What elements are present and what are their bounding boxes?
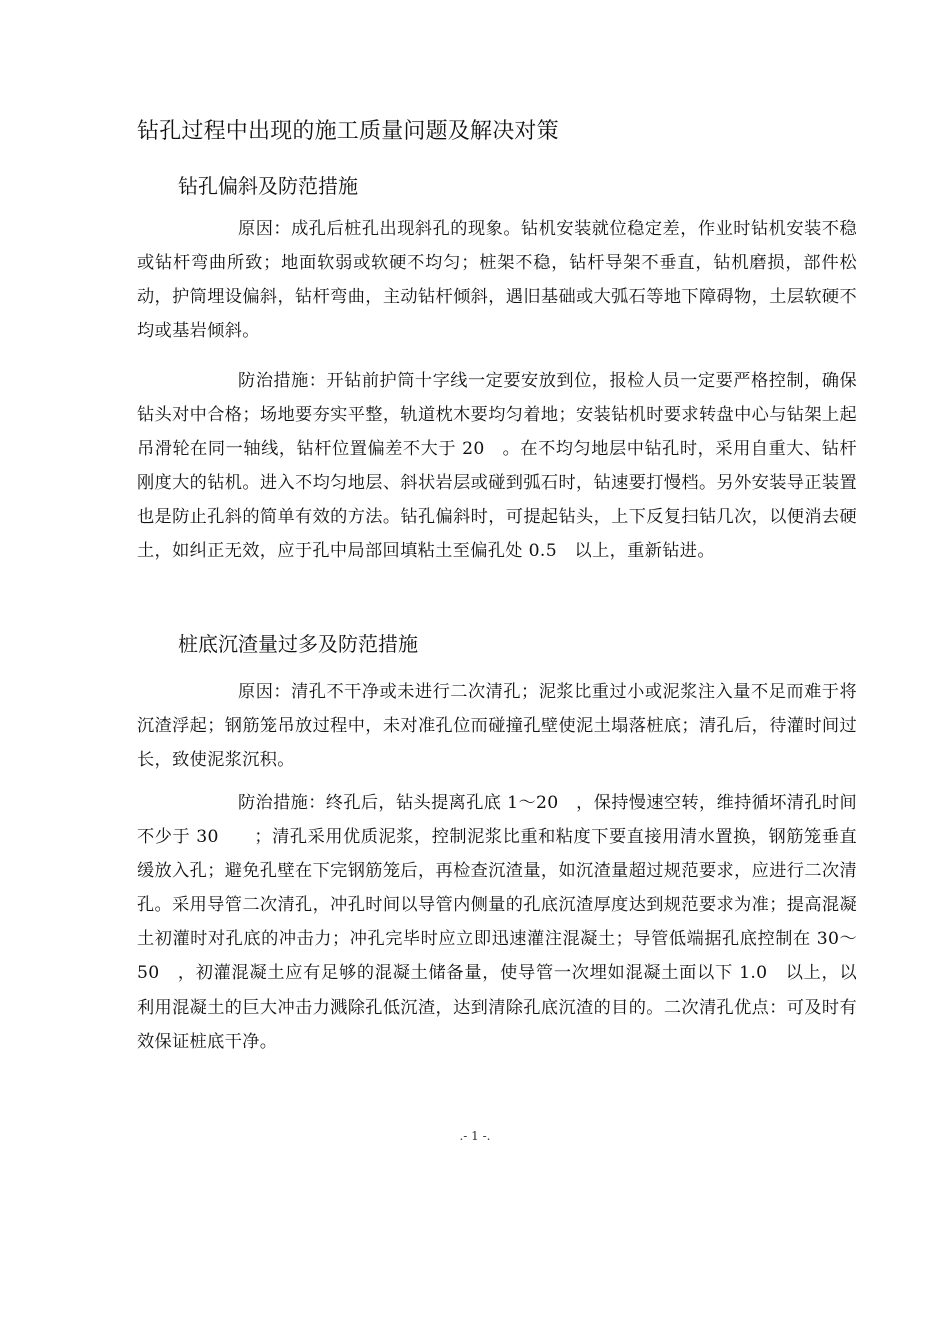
page-number: .- 1 -.	[459, 1129, 491, 1143]
paragraph-deviation-measures: 防治措施：开钻前护筒十字线一定要安放到位，报检人员一定要严格控制，确保钻头对中合格；场地要夯实平整，轨道枕木要均匀着地；安装钻机时要求转盘中心与钻架上起吊滑轮在同一轴线，钻杆位置偏差不大于 20 。在不均匀地层中钻孔时，采用自重大、钻杆刚度大的钻机。进入不均匀地层、斜状岩层或碰到弧石时，钻速要打慢档。另外安装导正装置也是防止孔斜的简单有效的方法。钻孔偏斜时，可提起钻头，上下反复扫钻几次，以便消去硬土，如纠正无效，应于孔中局部回填粘土至偏孔处 0.5 以上，重新钻进。	[137, 371, 857, 562]
document-title: 钻孔过程中出现的施工质量问题及解决对策	[137, 119, 559, 144]
paragraph-sediment-measures: 防治措施：终孔后，钻头提离孔底 1～20 ，保持慢速空转，维持循坏清孔时间不少于 30 ；清孔采用优质泥浆，控制泥浆比重和粘度下要直接用清水置换，钢筋笼垂直缓放入孔；避免孔壁在下完钢筋笼后，再检查沉渣量，如沉渣量超过规范要求，应进行二次清孔。采用导管二次清孔，冲孔时间以导管内侧量的孔底沉渣厚度达到规范要求为准；提高混凝土初灌时对孔底的冲击力；冲孔完毕时应立即迅速灌注混凝土；导管低端据孔底控制在 30～50 ，初灌混凝土应有足够的混凝土储备量，使导管一次埋如混凝土面以下 1.0 以上，以利用混凝土的巨大冲击力溅除孔低沉渣，达到清除孔底沉渣的目的。二次清孔优点：可及时有效保证桩底干净。	[137, 793, 857, 1052]
paragraph-sediment-cause: 原因：清孔不干净或未进行二次清孔；泥浆比重过小或泥浆注入量不足而难于将沉渣浮起；钢筋笼吊放过程中，未对准孔位而碰撞孔壁使泥土塌落桩底；清孔后，待灌时间过长，致使泥浆沉积。	[137, 682, 857, 771]
paragraph-deviation-cause: 原因：成孔后桩孔出现斜孔的现象。钻机安装就位稳定差，作业时钻机安装不稳或钻杆弯曲所致；地面软弱或软硬不均匀；桩架不稳，钻杆导架不垂直，钻机磨损，部件松动，护筒埋设偏斜，钻杆弯曲，主动钻杆倾斜，遇旧基础或大弧石等地下障碍物，土层软硬不均或基岩倾斜。	[137, 219, 857, 342]
section-heading-drilling-deviation: 钻孔偏斜及防范措施	[178, 174, 358, 198]
section-heading-sediment: 桩底沉渣量过多及防范措施	[178, 632, 418, 656]
